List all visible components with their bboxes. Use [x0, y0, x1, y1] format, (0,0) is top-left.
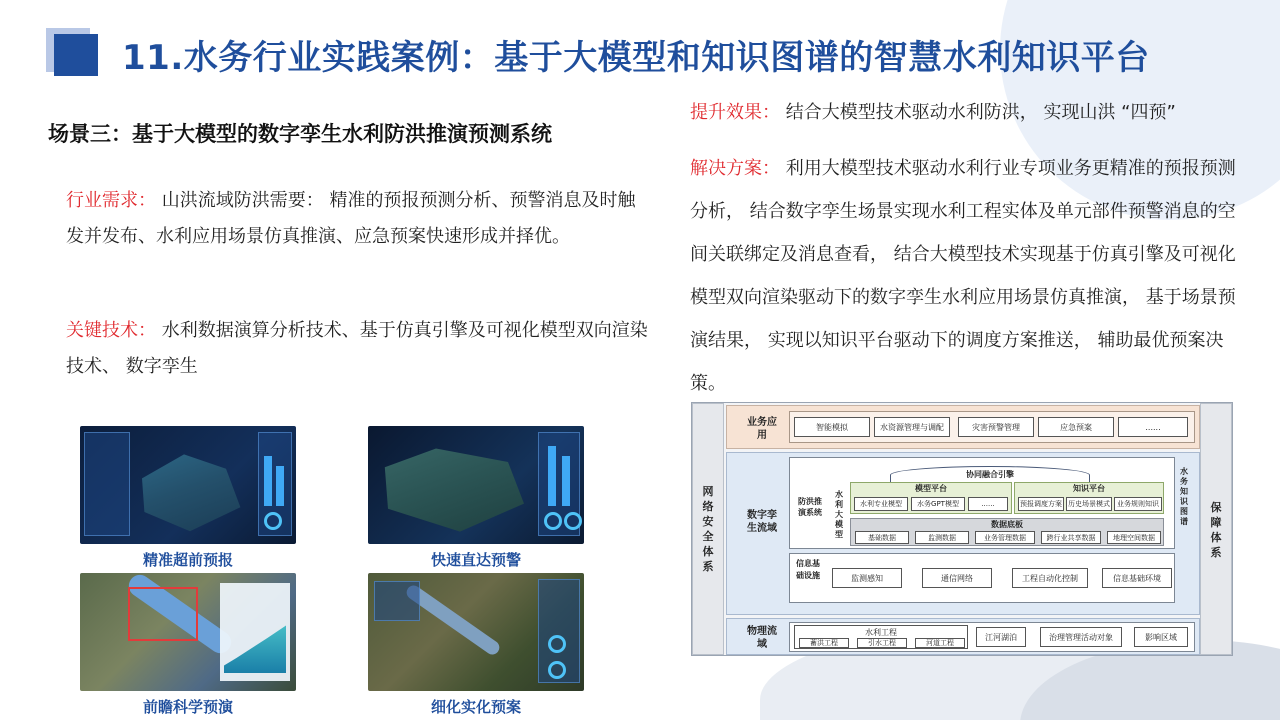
info-item: 通信网络 — [922, 568, 992, 588]
simulation-map-image — [80, 573, 296, 691]
effect-label: 提升效果： — [690, 102, 780, 123]
physical-label: 物理流域 — [747, 626, 777, 650]
data-item: 监测数据 — [915, 531, 969, 544]
water-project-box — [794, 625, 968, 649]
digital-label: 数字孪生流域 — [747, 510, 777, 534]
security-label: 网络安全体系 — [702, 485, 714, 573]
data-item: 业务管理数据 — [975, 531, 1035, 544]
digital-twin-row — [726, 452, 1200, 615]
flood-system: 防洪推演系统 — [798, 497, 822, 517]
solution-text: 利用大模型技术驱动水利行业专项业务更精准的预报预测分析， 结合数字孪生场景实现水利工程实体及单元部件预警消息的空间关联绑定及消息查看， 结合大模型技术实现基于仿真引擎及可视化模型双向渲染驱动下的数字孪生水利应用场景仿真推演， 基于场景预演结果， 实现以知识平台驱动下的调度方案推送， 辅助最优预案决策。 — [690, 158, 1236, 394]
knowledge-item: 业务规则知识 — [1114, 497, 1162, 511]
biz-item: 智能模拟 — [794, 417, 870, 437]
info-item: 监测感知 — [832, 568, 902, 588]
key-tech-paragraph — [66, 313, 650, 385]
guarantee-column — [1200, 403, 1232, 655]
knowledge-platform — [1014, 482, 1164, 514]
solution-label: 解决方案： — [690, 158, 780, 179]
industry-need-text: 山洪流域防洪需要： 精准的预报预测分析、预警消息及时触发并发布、水利应用场景仿真推演、应急预案快速形成并择优。 — [66, 190, 636, 247]
physical-block — [789, 622, 1195, 652]
key-tech-label: 关键技术： — [66, 320, 156, 341]
caption-warning: 快速直达预警 — [430, 551, 521, 569]
forecast-dashboard-image — [80, 426, 296, 544]
model-item: 水务GPT模型 — [911, 497, 965, 511]
physical-item: 影响区域 — [1134, 627, 1188, 647]
info-item: 信息基础环境 — [1102, 568, 1172, 588]
collab-engine: 协同融合引擎 — [950, 468, 1030, 481]
model-item: 水利专业模型 — [854, 497, 908, 511]
model-platform — [850, 482, 1012, 514]
water-model: 水利大模型 — [835, 490, 843, 539]
knowledge-item: 历史场景模式 — [1066, 497, 1112, 511]
project-item: 蓄洪工程 — [799, 638, 849, 648]
security-column — [692, 403, 724, 655]
project-item: 引水工程 — [857, 638, 907, 648]
industry-need-label: 行业需求： — [66, 190, 156, 211]
effect-text: 结合大模型技术驱动水利防洪， 实现山洪 “四预” — [785, 102, 1176, 123]
guarantee-label: 保障体系 — [1210, 501, 1222, 559]
info-infra-block — [789, 553, 1175, 603]
physical-item: 治理管理活动对象 — [1040, 627, 1122, 647]
architecture-diagram — [691, 402, 1233, 656]
title-square-icon — [46, 28, 98, 76]
knowledge-platform-title: 知识平台 — [1073, 484, 1105, 493]
platform-block — [789, 457, 1175, 549]
data-item: 跨行业共享数据 — [1041, 531, 1101, 544]
data-base-title: 数据底板 — [991, 520, 1023, 529]
key-tech-text: 水利数据演算分析技术、基于仿真引擎及可视化模型双向渲染技术、 数字孪生 — [66, 320, 648, 377]
physical-item: 江河湖泊 — [976, 627, 1026, 647]
model-platform-title: 模型平台 — [915, 484, 947, 493]
physical-row — [726, 618, 1200, 655]
knowledge-item: 预报调度方案 — [1018, 497, 1064, 511]
plan-map-image — [368, 573, 584, 691]
solution-paragraph — [690, 147, 1240, 405]
biz-item: 应急预案 — [1038, 417, 1114, 437]
industry-need-paragraph — [66, 183, 650, 255]
water-project-label: 水利工程 — [865, 628, 897, 637]
caption-simulation: 前瞻科学预演 — [142, 698, 233, 716]
warning-dashboard-image — [368, 426, 584, 544]
project-item: 河道工程 — [915, 638, 965, 648]
data-base — [850, 518, 1164, 546]
effect-paragraph — [690, 95, 1250, 131]
biz-item: 水资源管理与调配 — [874, 417, 950, 437]
scene-title: 场景三：基于大模型的数字孪生水利防洪推演预测系统 — [48, 122, 552, 146]
info-infra-label: 信息基础设施 — [796, 559, 820, 580]
knowledge-graph-label: 水务知识图谱 — [1180, 467, 1188, 526]
business-label: 业务应用 — [747, 417, 777, 441]
biz-item: ...... — [1118, 417, 1188, 437]
model-item: ...... — [968, 497, 1008, 511]
caption-forecast: 精准超前预报 — [142, 551, 233, 569]
business-row — [726, 405, 1200, 449]
data-item: 基础数据 — [855, 531, 909, 544]
caption-plan: 细化实化预案 — [430, 698, 521, 716]
biz-item: 灾害预警管理 — [958, 417, 1034, 437]
info-item: 工程自动化控制 — [1012, 568, 1088, 588]
data-item: 地理空间数据 — [1107, 531, 1161, 544]
page-title: 11.水务行业实践案例：基于大模型和知识图谱的智慧水利知识平台 — [122, 38, 1150, 78]
